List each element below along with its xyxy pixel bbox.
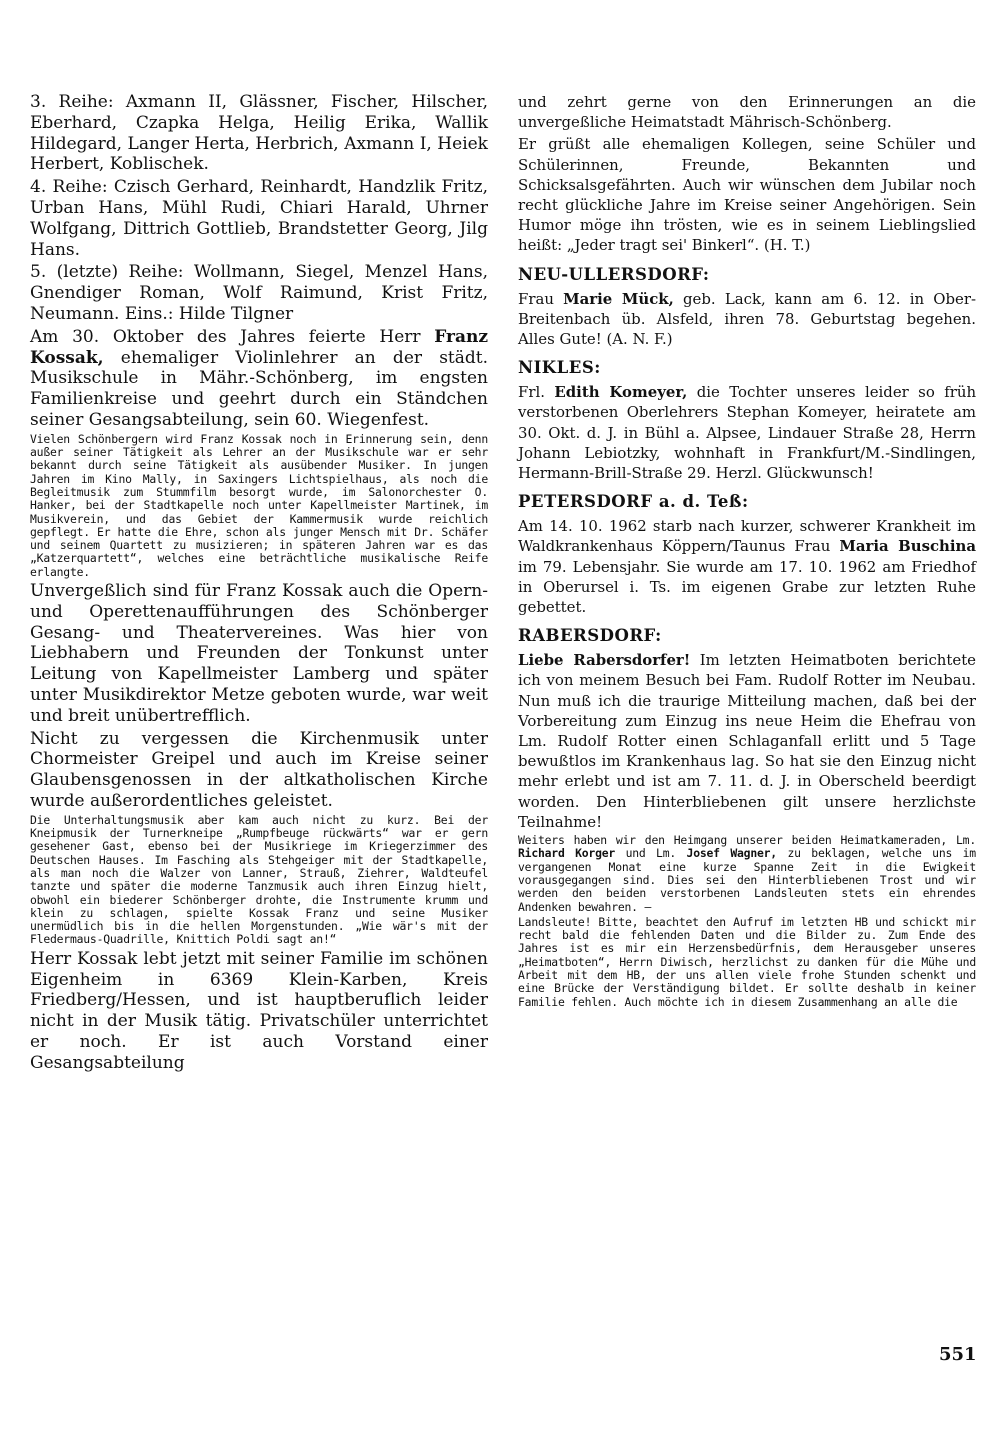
- paragraph-kossak-birthday: [30, 327, 488, 431]
- paragraph-continuation-2: Er grüßt alle ehemaligen Kollegen, seine Schüler und Schülerinnen, Freunde, Bekannten und Schicksalsgefährten. Auch wir wünschen dem Jubilar noch recht glückliche Jahre im Kreise seiner Angehörigen. Sein Humor möge ihn trösten, wie es in seinem Lieblingslied heißt: „Jeder tragt sei' Binkerl“. (H. T.): [518, 135, 976, 255]
- paragraph-neu-ullersdorf: [518, 289, 976, 350]
- neu-text: geb. Lack, kann am 6. 12. in Ober-Breitenbach üb. Alsfeld, ihren 78. Geburtstag begehen. Alles Gute! (A. N. F.): [518, 289, 976, 349]
- section-heading-nikles: NIKLES:: [518, 358, 601, 378]
- neu-intro: Frau: [518, 289, 554, 308]
- right-column: [518, 92, 976, 1011]
- nikles-name: Edith Komeyer,: [554, 383, 688, 402]
- paragraph-opern: Unvergeßlich sind für Franz Kossak auch die Opern- und Operettenaufführungen des Schönberger Gesang- und Theatervereines. Was hier von Liebhabern und Freunden der Tonkunst unter Leitung von Kapellmeister Lamberg und später unter Musikdirektor Metze geboten wurde, war weit und breit unübertrefflich.: [30, 581, 488, 726]
- page-number: 551: [939, 1344, 977, 1365]
- paragraph-rabersdorf: [518, 650, 976, 832]
- paragraph-kossak-lebt: Herr Kossak lebt jetzt mit seiner Familie im schönen Eigenheim in 6369 Klein-Karben, Kreis Friedberg/Hessen, und ist hauptberuflich leider nicht in der Musik tätig. Privatschüler unterrichtet er noch. Er ist auch Vorstand einer Gesangsabteilung: [30, 948, 488, 1073]
- small-paragraph-heimgang: [518, 834, 976, 914]
- small-paragraph-landsleute: Landsleute! Bitte, beachtet den Aufruf im letzten HB und schickt mir recht bald die fehlenden Daten und die Bilder zu. Zum Ende des Jahres ist es mir ein Herzensbedürfnis, dem Herausgeber unseres „Heimatboten“, Herrn Diwisch, herzlichst zu danken für die Mühe und Arbeit mit dem HB, der uns allen viele frohe Stunden schenkt und eine Brücke der Verständigung bildet. Er sollte deshalb in keiner Familie fehlen. Auch möchte ich in diesem Zusammenhang an alle die: [518, 914, 976, 1009]
- kossak-name: Franz Kossak,: [30, 326, 489, 368]
- heimgang-text: zu beklagen, welche uns im vergangenen Monat eine kurze Spanne Zeit in die Ewigkeit vorausgegangen sind. Dies sei den Hinterbliebenen Trost und wir werden den beiden verstorbenen Landsleuten stets ein ehrendes Andenken bewahren. —: [518, 846, 976, 914]
- paragraph-reihe-3: 3. Reihe: Axmann II, Glässner, Fischer, Hilscher, Eberhard, Czapka Helga, Heilig Erika, Wallik Hildegard, Langer Herta, Herbrich, Axmann I, Heiek Herbert, Koblischek.: [30, 92, 488, 175]
- paragraph-nikles: [518, 382, 976, 483]
- paragraph-petersdorf: [518, 516, 976, 617]
- paragraph-reihe-4: 4. Reihe: Czisch Gerhard, Reinhardt, Handzlik Fritz, Urban Hans, Mühl Rudi, Chiari Harald, Uhrner Wolfgang, Dittrich Gottlieb, Brandstetter Georg, Jilg Hans.: [30, 177, 488, 260]
- section-heading-neu-ullersdorf: NEU-ULLERSDORF:: [518, 264, 710, 284]
- heimgang-intro: Weiters haben wir den Heimgang unserer beiden Heimatkameraden, Lm.: [518, 833, 976, 848]
- rabers-lead: Liebe Rabersdorfer!: [518, 651, 691, 670]
- heimgang-mid: und Lm.: [625, 846, 677, 861]
- kossak-intro: Am 30. Oktober des Jahres feierte Herr: [30, 326, 421, 347]
- section-heading-petersdorf: PETERSDORF a. d. Teß:: [518, 492, 749, 512]
- heimgang-name-1: Richard Korger: [518, 846, 616, 861]
- rabers-text: Im letzten Heimatboten berichtete ich von meinem Besuch bei Fam. Rudolf Rotter im Neubau. Nun muß ich die traurige Mitteilung machen, daß bei der Vorbereitung zum Einzug ins neue Heim die Ehefrau von Lm. Rudolf Rotter einen Schlaganfall erlitt und 5 Tage bewußtlos im Krankenhaus lag. So hat sie den Einzug nicht mehr erlebt und ist am 7. 11. d. J. in Oberscheld beerdigt worden. Den Hinterbliebenen gilt unsere herzlichste Teilnahme!: [518, 651, 976, 831]
- paragraph-continuation-1: und zehrt gerne von den Erinnerungen an die unvergeßliche Heimatstadt Mährisch-Schönberg.: [518, 93, 976, 132]
- paragraph-reihe-5: 5. (letzte) Reihe: Wollmann, Siegel, Menzel Hans, Gnendiger Roman, Wolf Raimund, Krist Fritz, Neumann. Eins.: Hilde Tilgner: [30, 262, 488, 324]
- peters-text: im 79. Lebensjahr. Sie wurde am 17. 10. 1962 am Friedhof in Oberursel i. Ts. im eigenen Grabe zur letzten Ruhe gebettet.: [518, 557, 976, 617]
- heimgang-name-2: Josef Wagner,: [686, 846, 777, 861]
- peters-intro: Am 14. 10. 1962 starb nach kurzer, schwerer Krankheit im Waldkrankenhaus Köppern/Taunus Frau: [518, 517, 976, 556]
- nikles-intro: Frl.: [518, 383, 545, 402]
- nikles-text: die Tochter unseres leider so früh verstorbenen Oberlehrers Stephan Komeyer, heiratete am 30. Okt. d. J. in Bühl a. Alpsee, Lindauer Straße 28, Herrn Johann Lebiotzky, wohnhaft in Frankfurt/M.-Sindlingen, Hermann-Brill-Straße 29. Herzl. Glückwunsch!: [518, 383, 977, 483]
- left-column: [30, 92, 488, 1076]
- neu-name: Marie Mück,: [563, 289, 674, 308]
- section-heading-rabersdorf: RABERSDORF:: [518, 626, 662, 646]
- peters-name: Maria Buschina: [839, 537, 976, 556]
- kossak-text: ehemaliger Violinlehrer an der städt. Musikschule in Mähr.-Schönberg, im engsten Familienkreise und geehrt durch ein Ständchen seiner Gesangsabteilung, sein 60. Wiegenfest.: [30, 347, 488, 430]
- paragraph-kirchenmusik: Nicht zu vergessen die Kirchenmusik unter Chormeister Greipel und auch im Kreise seiner Glaubensgenossen in der altkatholischen Kirche wurde außerordentliches geleistet.: [30, 728, 488, 811]
- small-paragraph-career: Vielen Schönbergern wird Franz Kossak noch in Erinnerung sein, denn außer seiner Tätigkeit als Lehrer an der Musikschule war er sehr bekannt durch seine Tätigkeit als ausübender Musiker. In jungen Jahren im Kino Mally, in Saxingers Lichtspielhaus, als noch die Begleitmusik zum Stummfilm besorgt wurde, im Salonorchester O. Hanker, bei der Stadtkapelle noch unter Kapellmeister Martinek, im Musikverein, und das Gebiet der Kammermusik wurde reichlich gepflegt. Er hatte die Ehre, schon als junger Mensch mit Dr. Schäfer und seinem Quartett zu musizieren; in späteren Jahren war es das „Katzerquartett“, welches eine beträchtliche musikalische Reife erlangte.: [30, 431, 488, 579]
- small-paragraph-unterhaltung: Die Unterhaltungsmusik aber kam auch nicht zu kurz. Bei der Kneipmusik der Turnerkneipe „Rumpfbeuge rückwärts“ war er gern gesehener Gast, ebenso bei der Musikriege im Kriegerzimmer des Deutschen Hauses. Im Fasching als Stehgeiger mit der Stadtkapelle, als man noch die Walzer von Lanner, Strauß, Ziehrer, Waldteufel tanzte und später die moderne Tanzmusik auch ihren Einzug hielt, obwohl ein biederer Schönberger drohte, die Instrumente krumm und klein zu schlagen, spielte Kossak Franz und seine Musiker unermüdlich bis in die hellen Morgenstunden. „Wie wär's mit der Fledermaus-Quadrille, Knittich Poldi sagt an!“: [30, 812, 488, 947]
